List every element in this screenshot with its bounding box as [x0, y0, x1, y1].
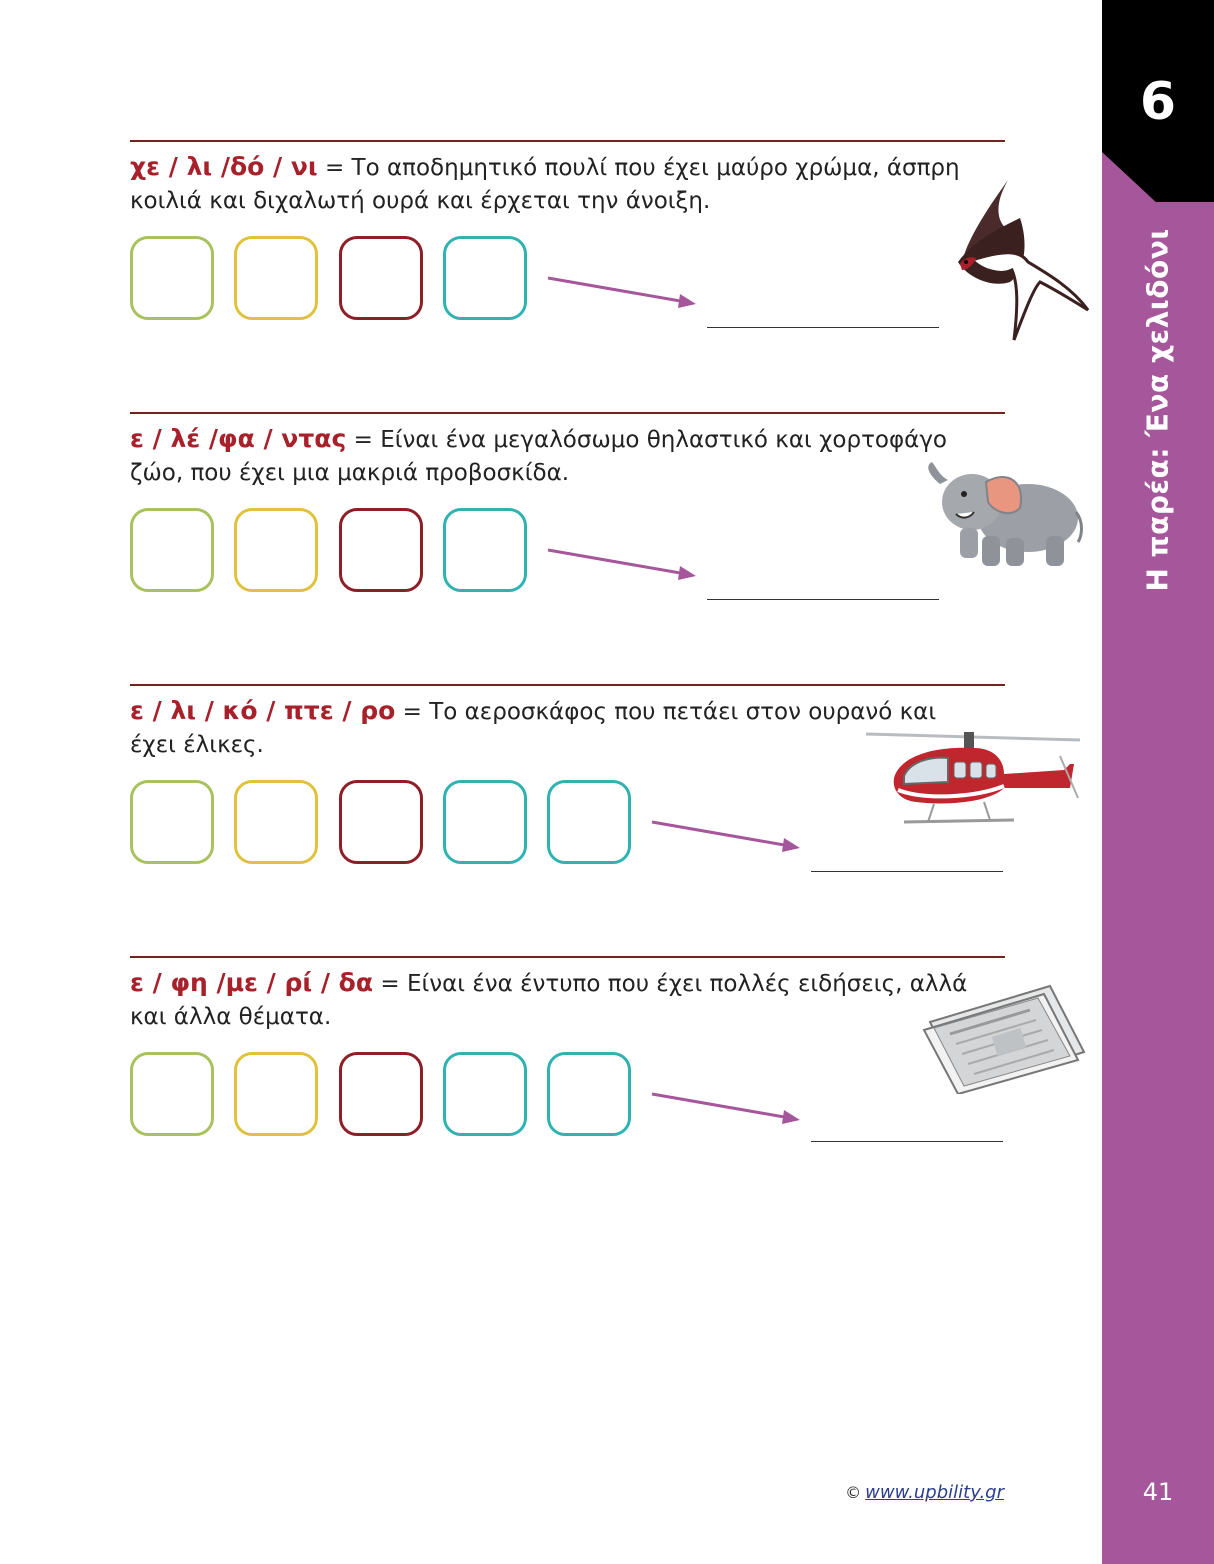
section-rule — [130, 412, 1005, 414]
equals-sign: = — [402, 699, 422, 725]
letter-box-3[interactable] — [339, 236, 423, 320]
answer-line[interactable] — [707, 327, 939, 328]
newspaper-icon — [920, 982, 1088, 1094]
definition: Είναι ένα έντυπο που έχει πολλές ειδήσεις, αλλά και άλλα θέματα. — [130, 971, 968, 1030]
letter-box-4[interactable] — [443, 508, 527, 592]
arrow-icon — [544, 270, 704, 314]
definition: Είναι ένα μεγαλόσωμο θηλαστικό και χορτοφάγο ζώο, που έχει μια μακριά προβοσκίδα. — [130, 427, 948, 486]
syllables: χε / λι /δό / νι — [130, 152, 318, 181]
website-link[interactable]: www.upbility.gr — [865, 1482, 1004, 1503]
equals-sign: = — [380, 971, 400, 997]
letter-box-3[interactable] — [339, 508, 423, 592]
arrow-icon — [648, 814, 808, 858]
letter-box-1[interactable] — [130, 780, 214, 864]
equals-sign: = — [324, 155, 345, 181]
syllables: ε / φη /με / ρί / δα — [130, 968, 374, 997]
equals-sign: = — [353, 427, 373, 453]
letter-box-1[interactable] — [130, 236, 214, 320]
section-rule — [130, 684, 1005, 686]
definition: Το αποδημητικό πουλί που έχει μαύρο χρώμα, άσπρη κοιλιά και διχαλωτή ουρά και έρχεται την άνοιξη. — [130, 155, 960, 214]
section-rule — [130, 956, 1005, 958]
helicopter-icon — [864, 724, 1084, 830]
swallow-icon — [948, 178, 1090, 348]
chapter-number: 6 — [1139, 72, 1177, 132]
exercise-prompt — [130, 422, 970, 490]
syllables: ε / λι / κό / πτε / ρο — [130, 696, 396, 725]
syllables: ε / λέ /φα / ντας — [130, 424, 347, 453]
exercise-prompt — [130, 966, 970, 1034]
letter-box-2[interactable] — [234, 780, 318, 864]
chapter-title: Η παρέα: Ένα χελιδόνι — [1141, 228, 1175, 592]
definition: Το αεροσκάφος που πετάει στον ουρανό και έχει έλικες. — [130, 699, 937, 758]
letter-box-3[interactable] — [339, 1052, 423, 1136]
letter-box-2[interactable] — [234, 1052, 318, 1136]
letter-box-4[interactable] — [443, 780, 527, 864]
exercise-prompt — [130, 694, 970, 762]
letter-box-4[interactable] — [443, 1052, 527, 1136]
exercise-prompt — [130, 150, 970, 218]
arrow-icon — [544, 542, 704, 586]
answer-line[interactable] — [811, 871, 1003, 872]
answer-line[interactable] — [707, 599, 939, 600]
arrow-icon — [648, 1086, 808, 1130]
page-number: 41 — [1142, 1478, 1174, 1506]
footer — [845, 1482, 1004, 1503]
letter-box-3[interactable] — [339, 780, 423, 864]
letter-box-4[interactable] — [443, 236, 527, 320]
letter-box-5[interactable] — [547, 780, 631, 864]
letter-box-2[interactable] — [234, 508, 318, 592]
letter-box-1[interactable] — [130, 508, 214, 592]
letter-box-1[interactable] — [130, 1052, 214, 1136]
copyright-symbol: © — [845, 1483, 862, 1502]
letter-box-2[interactable] — [234, 236, 318, 320]
section-rule — [130, 140, 1005, 142]
letter-box-5[interactable] — [547, 1052, 631, 1136]
elephant-icon — [920, 456, 1086, 572]
answer-line[interactable] — [811, 1141, 1003, 1142]
